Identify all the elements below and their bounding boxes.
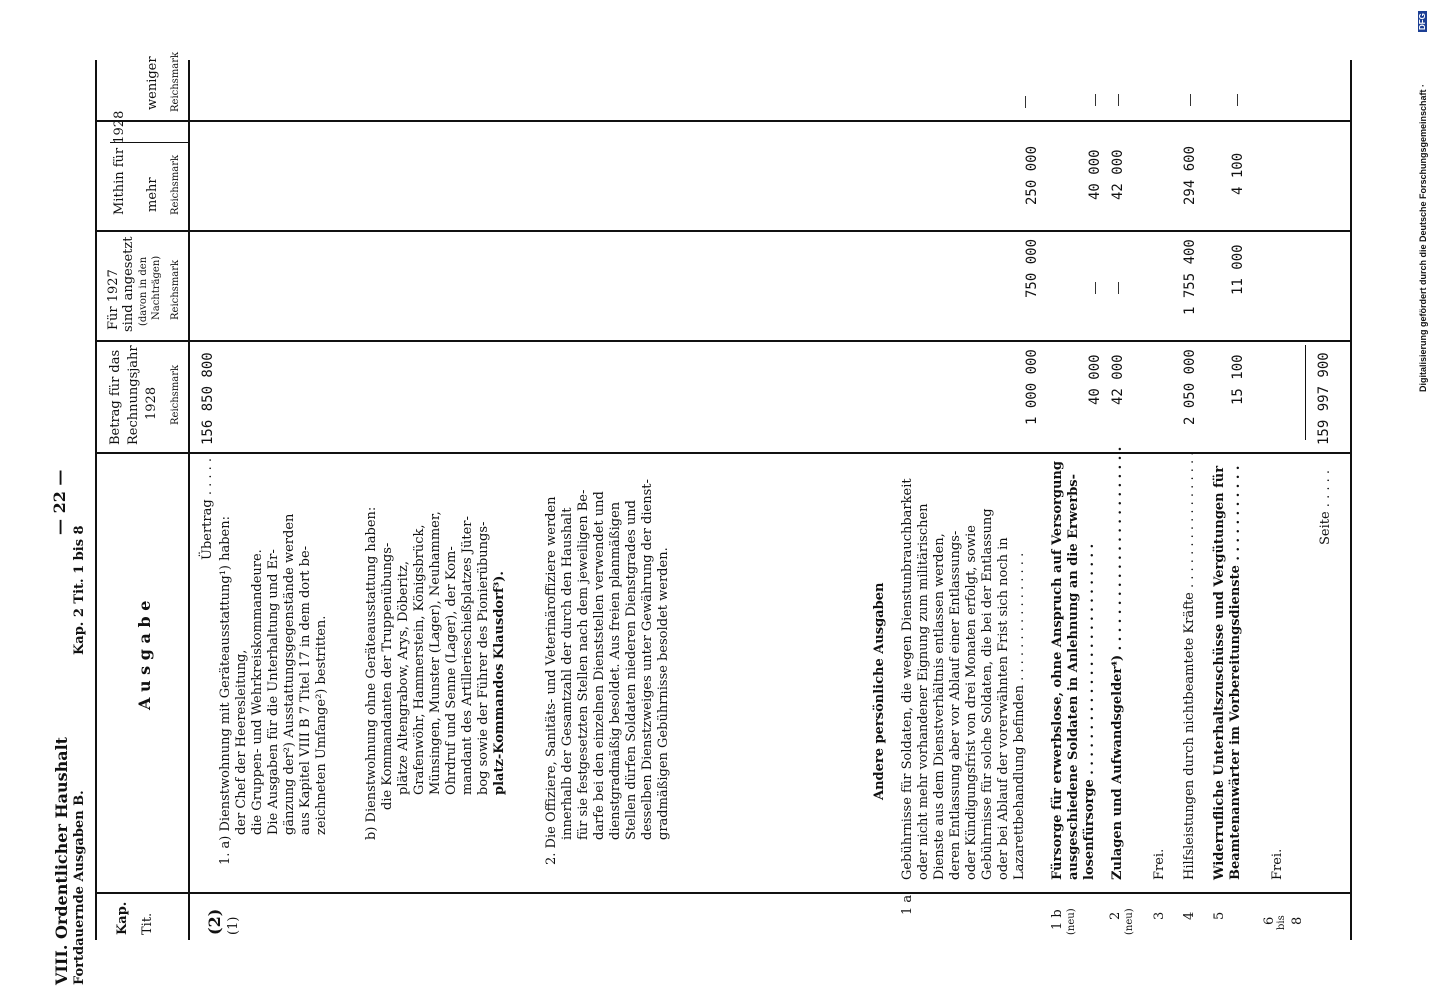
header-bottom-rule (188, 60, 190, 940)
row-line: Frei. (1152, 848, 1167, 880)
header-betrag-l3: 1928 (144, 386, 159, 420)
row-line: Frei. (1270, 848, 1285, 880)
section1-line: platz-Kommandos Klausdorf³). (492, 571, 507, 795)
section1-line: für sie festgesetzten Stellen nach dem jeweiligen Be- (576, 489, 591, 840)
row-line: oder nicht mehr vorhandener Eignung zum militärischen (916, 503, 931, 880)
col-rule-mehr-1927 (95, 230, 1350, 232)
running-head-kap: Kap. 2 Tit. 1 bis 8 (72, 525, 87, 655)
row-weniger-dash (1118, 94, 1119, 106)
header-mithin: Mithin für 1928 (112, 110, 127, 215)
header-mehr: mehr (145, 177, 160, 212)
row-1927: 750 000 (1024, 238, 1040, 298)
section1-line: Ohrdruf und Senne (Lager), der Kom- (444, 546, 459, 795)
header-1927-l3: (davon in den (138, 256, 149, 326)
row-line: deren Entlassung aber vor Ablauf einer Entlassungs- (948, 530, 963, 880)
row-line: Beamtenanwärter im Vorbereitungsdienste . . . . . . . . . . . (1228, 465, 1243, 880)
row-weniger-dash (1237, 94, 1238, 106)
section-heading: Andere persönliche Ausgaben (872, 582, 887, 800)
header-1927-unit: Reichsmark (170, 259, 181, 320)
header-weniger: weniger (145, 56, 160, 110)
running-head-sub: Fortdauernde Ausgaben B. (72, 790, 87, 985)
row-betrag: 40 000 (1087, 354, 1103, 405)
row-line: Hilfsleistungen durch nichtbeamtete Kräfte . . . . . . . . . . . . . . . . . (1182, 451, 1197, 880)
row-tit: bis (1276, 915, 1287, 930)
section1-line: der Chef der Heeresleitung, (234, 649, 249, 835)
col-rule-1927-betrag (95, 340, 1350, 342)
page-number: — 22 — (50, 469, 69, 535)
row-tit: 8 (1290, 916, 1305, 925)
row-betrag: 15 100 (1230, 354, 1246, 405)
row-line: Lazarettbehandlung befinden . . . . . . . . . . . . . . . . (1012, 552, 1027, 880)
section1-line: 1. a) Dienstwohnung mit Geräteausstattung¹) haben: (218, 516, 233, 865)
row-mehr: 42 000 (1110, 149, 1126, 200)
row-tit-note: (neu) (1124, 908, 1135, 935)
digitization-note: Digitalisierung gefördert durch die Deutsche Forschungsgemeinschaft · (1418, 83, 1428, 392)
row-tit: 1 b (1050, 909, 1065, 930)
row-tit-note: (neu) (1066, 908, 1077, 935)
row-weniger-dash (1095, 94, 1096, 106)
row-line: Dienste aus dem Dienstverhältnis entlassen werden, (932, 533, 947, 880)
section1-line: Grafenwöhr, Hammerstein, Königsbrück, (412, 524, 427, 795)
kap-marker: (2) (205, 908, 224, 935)
row-betrag: 42 000 (1110, 354, 1126, 405)
row-tit: 4 (1182, 911, 1197, 920)
section1-line: b) Dienstwohnung ohne Geräteausstattung haben: (364, 506, 379, 840)
row-weniger-dash (1025, 96, 1026, 108)
header-mehr-unit: Reichsmark (170, 154, 181, 215)
seite-amount: 159 997 900 (1316, 352, 1332, 445)
row-mehr: 40 000 (1087, 149, 1103, 200)
row-tit: 1 a (900, 894, 915, 915)
row-mehr: 4 100 (1230, 152, 1246, 195)
row-line: oder bei Ablauf der vorerwähnten Frist sich noch in (996, 537, 1011, 880)
section1-line: plätze Altengrabow, Arys, Döberitz, (396, 561, 411, 795)
section1-line: gänzung der²) Ausstattungsgegenstände werden (282, 513, 297, 835)
sum-rule (1305, 345, 1306, 440)
header-ausgabe: A u s g a b e (135, 600, 154, 710)
col-rule-weniger-mehr (95, 120, 1350, 122)
running-head-part: VIII. Ordentlicher Haushalt (52, 736, 71, 985)
section1-line: gradmäßigen Gebührnisse besoldet werden. (656, 547, 671, 840)
row-1927-dash (1095, 282, 1096, 294)
row-tit: 3 (1152, 911, 1167, 920)
header-betrag-l2: Rechnungsjahr (126, 345, 141, 445)
dfg-logo: DFG (1418, 13, 1427, 30)
row-1927-dash (1118, 282, 1119, 294)
row-line: Widerrufliche Unterhaltszuschüsse und Vergütungen für (1212, 465, 1227, 880)
row-tit: 2 (1108, 911, 1123, 920)
col-rule-betrag-ausgabe (95, 452, 1350, 454)
header-1927-l2: sind angesetzt (121, 236, 136, 332)
row-mehr: 294 600 (1182, 145, 1198, 205)
header-betrag-l1: Betrag für das (108, 349, 123, 445)
row-weniger-dash (1190, 94, 1191, 106)
tit-marker: (1) (226, 916, 241, 935)
row-tit: 5 (1212, 911, 1227, 920)
row-line: ausgeschiedene Soldaten in Anlehnung an die Erwerbs- (1066, 473, 1081, 880)
section1-line: aus Kapitel VIII B 7 Titel 17 in dem dort be- (298, 545, 313, 835)
row-1927: 11 000 (1230, 244, 1246, 295)
section1-line: Münsingen, Munster (Lager), Neuhammer, (428, 511, 443, 795)
section1-line: mandant des Artillerieschießplatzes Jüter- (460, 516, 475, 795)
section1-line: Stellen dürfen Soldaten niederen Dienstgrades und (624, 499, 639, 840)
table-top-rule (95, 60, 97, 940)
row-mehr: 250 000 (1024, 145, 1040, 205)
row-line: Zulagen und Aufwandsgelder⁴) . . . . . . . . . . . . . . . . . . . . . . . (1110, 446, 1125, 880)
section1-line: zeichneten Umfange²) bestritten. (314, 615, 329, 835)
section1-line: desselben Dienstzweiges unter Gewährung der dienst- (640, 479, 655, 840)
header-1927-l4: Nachträgen) (151, 255, 162, 320)
header-kap: Kap. (115, 901, 130, 935)
section1-line: dienstgradmäßig besoldet. Aus freien planmäßigen (608, 501, 623, 840)
seite-label: Seite . . . . . (1318, 470, 1333, 545)
section1-line: 2. Die Offiziere, Sanitäts- und Veterinäroffiziere werden (544, 496, 559, 865)
row-line: losenfürsorge . . . . . . . . . . . . . . . . . . . . . . . . . . (1082, 543, 1097, 880)
row-line: Fürsorge für erwerbslose, ohne Anspruch auf Versorgung (1050, 461, 1065, 880)
section1-line: darfe bei den einzelnen Dienststellen verwendet und (592, 491, 607, 840)
uebertrag-amount: 156 850 800 (200, 352, 216, 445)
row-line: Gebührnisse für Soldaten, die wegen Dienstunbrauchbarkeit (900, 478, 915, 880)
section1-line: innerhalb der Gesamtzahl der durch den Haushalt (560, 507, 575, 840)
row-line: Gebührnisse für solche Soldaten, die bei der Entlassung (980, 508, 995, 880)
section1-line: die Kommandanten der Truppenübungs- (380, 542, 395, 810)
section1-line: bog sowie der Führer des Pionierübungs- (476, 521, 491, 795)
header-1927-l1: Für 1927 (106, 269, 121, 330)
section1-line: die Gruppen- und Wehrkreiskommandeure. (250, 549, 265, 835)
row-1927: 1 755 400 (1182, 239, 1198, 315)
row-line: oder Kündigungsfrist von drei Monaten erfolgt, sowie (964, 525, 979, 880)
section1-line: Die Ausgaben für die Unterhaltung und Er- (266, 549, 281, 835)
header-tit: Tit. (140, 912, 155, 935)
table-bottom-rule (1350, 60, 1352, 940)
header-weniger-unit: Reichsmark (170, 51, 181, 112)
row-betrag: 2 050 000 (1182, 349, 1198, 425)
col-rule-ausgabe-tit (95, 892, 1350, 894)
header-betrag-unit: Reichsmark (170, 364, 181, 425)
row-betrag: 1 000 000 (1024, 349, 1040, 425)
row-tit: 6 (1262, 916, 1277, 925)
uebertrag-label: Übertrag . . . . . (200, 457, 215, 560)
